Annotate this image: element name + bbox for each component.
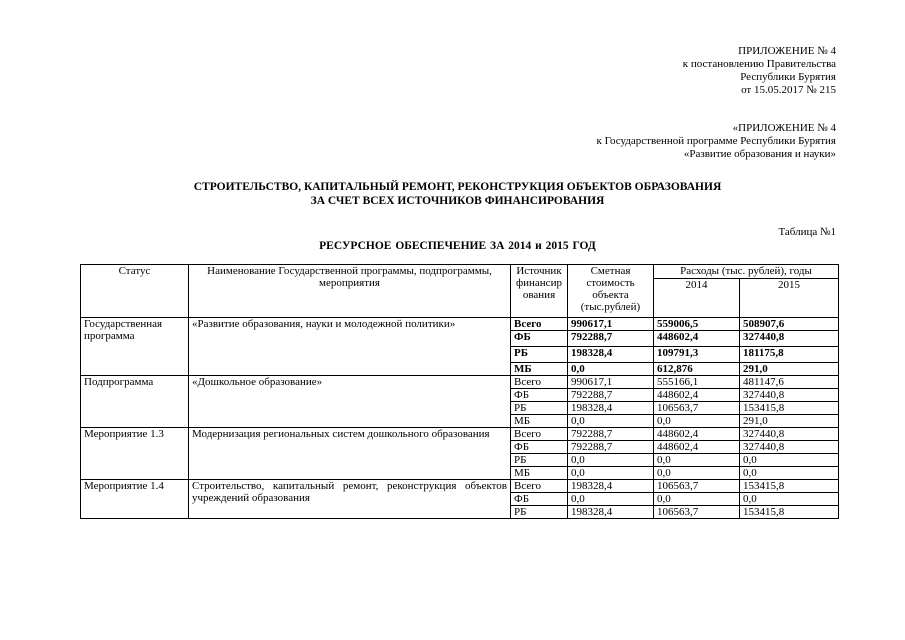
expense-2015-cell: 508907,6 xyxy=(740,318,839,331)
expense-2014-cell: 559006,5 xyxy=(654,318,740,331)
header-estimate: Сметная стоимость объекта (тыс.рублей) xyxy=(568,265,654,318)
source-cell: РБ xyxy=(511,347,568,363)
estimate-cell: 198328,4 xyxy=(568,480,654,493)
name-cell: Строительство, капитальный ремонт, реконструкция объектов учреждений образования xyxy=(189,480,511,519)
source-cell: МБ xyxy=(511,363,568,376)
expense-2015-cell: 481147,6 xyxy=(740,376,839,389)
estimate-cell: 792288,7 xyxy=(568,389,654,402)
expense-2015-cell: 0,0 xyxy=(740,454,839,467)
source-cell: МБ xyxy=(511,415,568,428)
annex-line-3: Республики Бурятия xyxy=(740,71,836,83)
estimate-cell: 0,0 xyxy=(568,454,654,467)
document-title xyxy=(80,180,835,208)
annex-line-2: к постановлению Правительства xyxy=(682,58,836,70)
expense-2015-cell: 327440,8 xyxy=(740,441,839,454)
expense-2015-cell: 181175,8 xyxy=(740,347,839,363)
resource-table xyxy=(80,264,839,519)
source-cell: Всего xyxy=(511,376,568,389)
estimate-cell: 990617,1 xyxy=(568,318,654,331)
expense-2014-cell: 106563,7 xyxy=(654,480,740,493)
expense-2014-cell: 448602,4 xyxy=(654,428,740,441)
expense-2014-cell: 0,0 xyxy=(654,493,740,506)
source-cell: РБ xyxy=(511,454,568,467)
header-source: Источник финансирования xyxy=(511,265,568,318)
source-cell: РБ xyxy=(511,402,568,415)
program-annex-line-3: «Развитие образования и науки» xyxy=(683,148,836,160)
expense-2014-cell: 106563,7 xyxy=(654,402,740,415)
estimate-cell: 792288,7 xyxy=(568,331,654,347)
expense-2014-cell: 555166,1 xyxy=(654,376,740,389)
expense-2014-cell: 0,0 xyxy=(654,467,740,480)
expense-2015-cell: 327440,8 xyxy=(740,389,839,402)
expense-2014-cell: 448602,4 xyxy=(654,389,740,402)
name-cell: «Дошкольное образование» xyxy=(189,376,511,428)
estimate-cell: 0,0 xyxy=(568,363,654,376)
source-cell: ФБ xyxy=(511,441,568,454)
header-status: Статус xyxy=(81,265,189,318)
header-year-2014: 2014 xyxy=(654,279,740,318)
expense-2015-cell: 153415,8 xyxy=(740,402,839,415)
table-title: РЕСУРСНОЕ ОБЕСПЕЧЕНИЕ ЗА 2014 и 2015 ГОД xyxy=(319,240,596,252)
source-cell: ФБ xyxy=(511,389,568,402)
estimate-cell: 0,0 xyxy=(568,467,654,480)
expense-2014-cell: 0,0 xyxy=(654,454,740,467)
expense-2014-cell: 448602,4 xyxy=(654,441,740,454)
table-header xyxy=(81,265,839,318)
source-cell: Всего xyxy=(511,480,568,493)
table-row xyxy=(81,318,839,331)
name-cell: «Развитие образования, науки и молодежной политики» xyxy=(189,318,511,376)
expense-2014-cell: 612,876 xyxy=(654,363,740,376)
table-number: Таблица №1 xyxy=(778,226,836,238)
header-year-2015: 2015 xyxy=(740,279,839,318)
status-cell: Государственная программа xyxy=(81,318,189,376)
header-name: Наименование Государственной программы, подпрограммы, мероприятия xyxy=(189,265,511,318)
status-cell: Мероприятие 1.3 xyxy=(81,428,189,480)
expense-2015-cell: 291,0 xyxy=(740,415,839,428)
table-row xyxy=(81,428,839,441)
expense-2015-cell: 327440,8 xyxy=(740,331,839,347)
name-cell: Модернизация региональных систем дошкольного образования xyxy=(189,428,511,480)
status-cell: Подпрограмма xyxy=(81,376,189,428)
expense-2014-cell: 109791,3 xyxy=(654,347,740,363)
table-body xyxy=(81,318,839,519)
source-cell: МБ xyxy=(511,467,568,480)
document-title-line-2: ЗА СЧЕТ ВСЕХ ИСТОЧНИКОВ ФИНАНСИРОВАНИЯ xyxy=(310,195,605,207)
expense-2015-cell: 327440,8 xyxy=(740,428,839,441)
program-annex-header xyxy=(596,122,836,161)
program-annex-line-1: «ПРИЛОЖЕНИЕ № 4 xyxy=(732,122,836,134)
estimate-cell: 0,0 xyxy=(568,415,654,428)
expense-2014-cell: 106563,7 xyxy=(654,506,740,519)
expense-2015-cell: 0,0 xyxy=(740,467,839,480)
expense-2015-cell: 153415,8 xyxy=(740,480,839,493)
estimate-cell: 792288,7 xyxy=(568,428,654,441)
expense-2015-cell: 153415,8 xyxy=(740,506,839,519)
source-cell: Всего xyxy=(511,318,568,331)
estimate-cell: 198328,4 xyxy=(568,506,654,519)
header-expenses: Расходы (тыс. рублей), годы xyxy=(654,265,839,279)
expense-2015-cell: 0,0 xyxy=(740,493,839,506)
source-cell: РБ xyxy=(511,506,568,519)
table-row xyxy=(81,376,839,389)
document-title-line-1: СТРОИТЕЛЬСТВО, КАПИТАЛЬНЫЙ РЕМОНТ, РЕКОНСТРУКЦИЯ ОБЪЕКТОВ ОБРАЗОВАНИЯ xyxy=(193,181,722,193)
expense-2014-cell: 448602,4 xyxy=(654,331,740,347)
expense-2014-cell: 0,0 xyxy=(654,415,740,428)
table-row xyxy=(81,480,839,493)
estimate-cell: 198328,4 xyxy=(568,347,654,363)
status-cell: Мероприятие 1.4 xyxy=(81,480,189,519)
estimate-cell: 0,0 xyxy=(568,493,654,506)
source-cell: Всего xyxy=(511,428,568,441)
estimate-cell: 198328,4 xyxy=(568,402,654,415)
estimate-cell: 792288,7 xyxy=(568,441,654,454)
estimate-cell: 990617,1 xyxy=(568,376,654,389)
expense-2015-cell: 291,0 xyxy=(740,363,839,376)
source-cell: ФБ xyxy=(511,331,568,347)
program-annex-line-2: к Государственной программе Республики Бурятия xyxy=(596,135,836,147)
annex-line-1: ПРИЛОЖЕНИЕ № 4 xyxy=(738,45,836,57)
annex-line-4: от 15.05.2017 № 215 xyxy=(741,84,836,96)
source-cell: ФБ xyxy=(511,493,568,506)
annex-header xyxy=(683,45,836,97)
